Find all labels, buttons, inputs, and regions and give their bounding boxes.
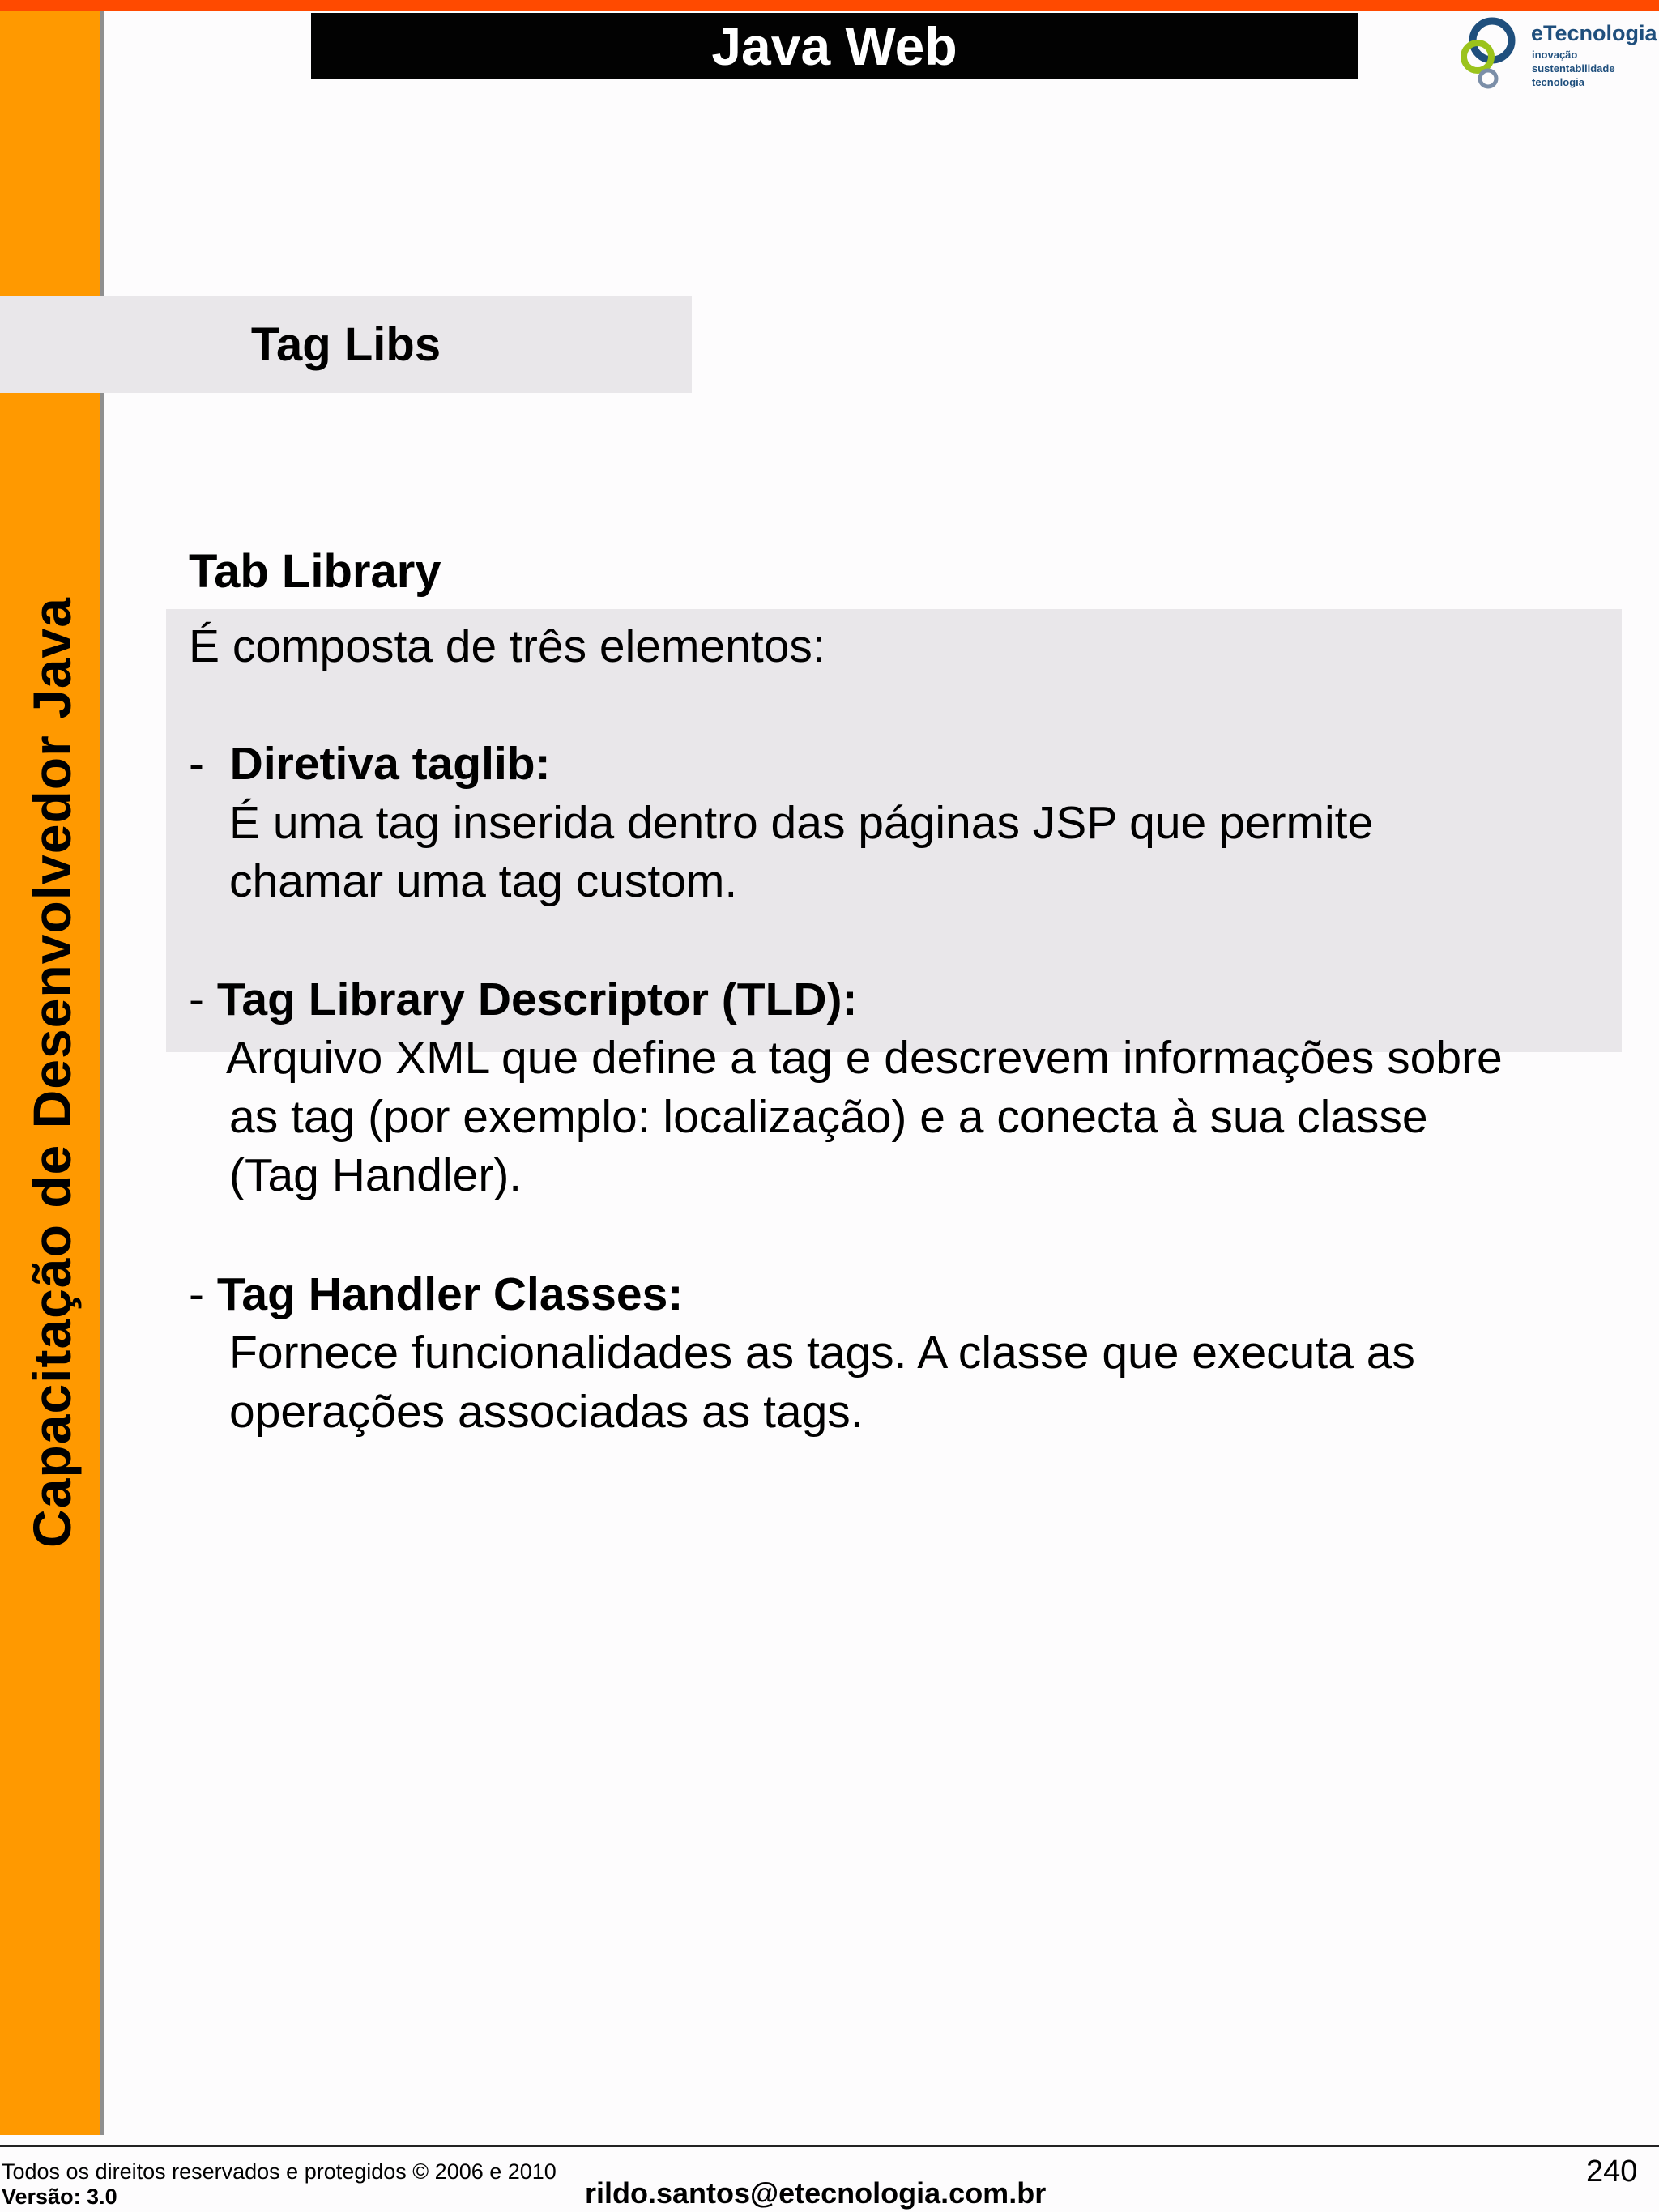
list-item-title [189,1267,683,1322]
item-body-line: as tag (por exemplo: localização) e a conecta à sua classe [229,1091,1428,1143]
intro-text: É composta de três elementos: [189,620,825,672]
item-title: Diretiva taglib: [229,738,551,790]
logo-tagline: sustentabilidade [1532,62,1615,75]
header-title: Java Web [711,15,957,76]
list-item-title [189,736,551,791]
item-title: Tag Library Descriptor (TLD): [216,974,858,1025]
item-body-line: operações associadas as tags. [229,1386,864,1438]
bullet: - [189,1268,204,1320]
footer-divider [0,2145,1659,2147]
item-body-line: chamar uma tag custom. [229,855,738,907]
sidebar-title: Capacitação de Desenvolvedor Java [22,597,82,1548]
logo-tagline: tecnologia [1532,76,1585,88]
page-number: 240 [1586,2154,1638,2189]
top-accent-strip [0,0,1659,11]
logo-rings-icon [1450,16,1529,96]
item-title: Tag Handler Classes: [216,1268,684,1320]
section-title-box [0,296,692,393]
footer-copyright: Todos os direitos reservados e protegidos © 2006 e 2010 [2,2159,557,2184]
item-body-line: É uma tag inserida dentro das páginas JSP que permite [229,797,1374,849]
footer-email: rildo.santos@etecnologia.com.br [585,2176,1047,2210]
footer-version: Versão: 3.0 [2,2184,117,2209]
item-body-line: Arquivo XML que define a tag e descrevem informações sobre [226,1032,1503,1084]
bullet: - [189,738,204,790]
logo [1450,16,1659,97]
bullet: - [189,974,204,1025]
content-box [166,609,1622,1438]
item-body-line: (Tag Handler). [229,1149,522,1201]
item-body-line: Fornece funcionalidades as tags. A classe que executa as [229,1327,1415,1379]
list-item-title [189,972,858,1027]
content-heading: Tab Library [189,545,441,598]
header-bar [311,13,1358,79]
logo-name: eTecnologia [1531,21,1657,45]
section-title: Tag Libs [250,318,441,371]
logo-tagline: inovação [1532,49,1578,61]
